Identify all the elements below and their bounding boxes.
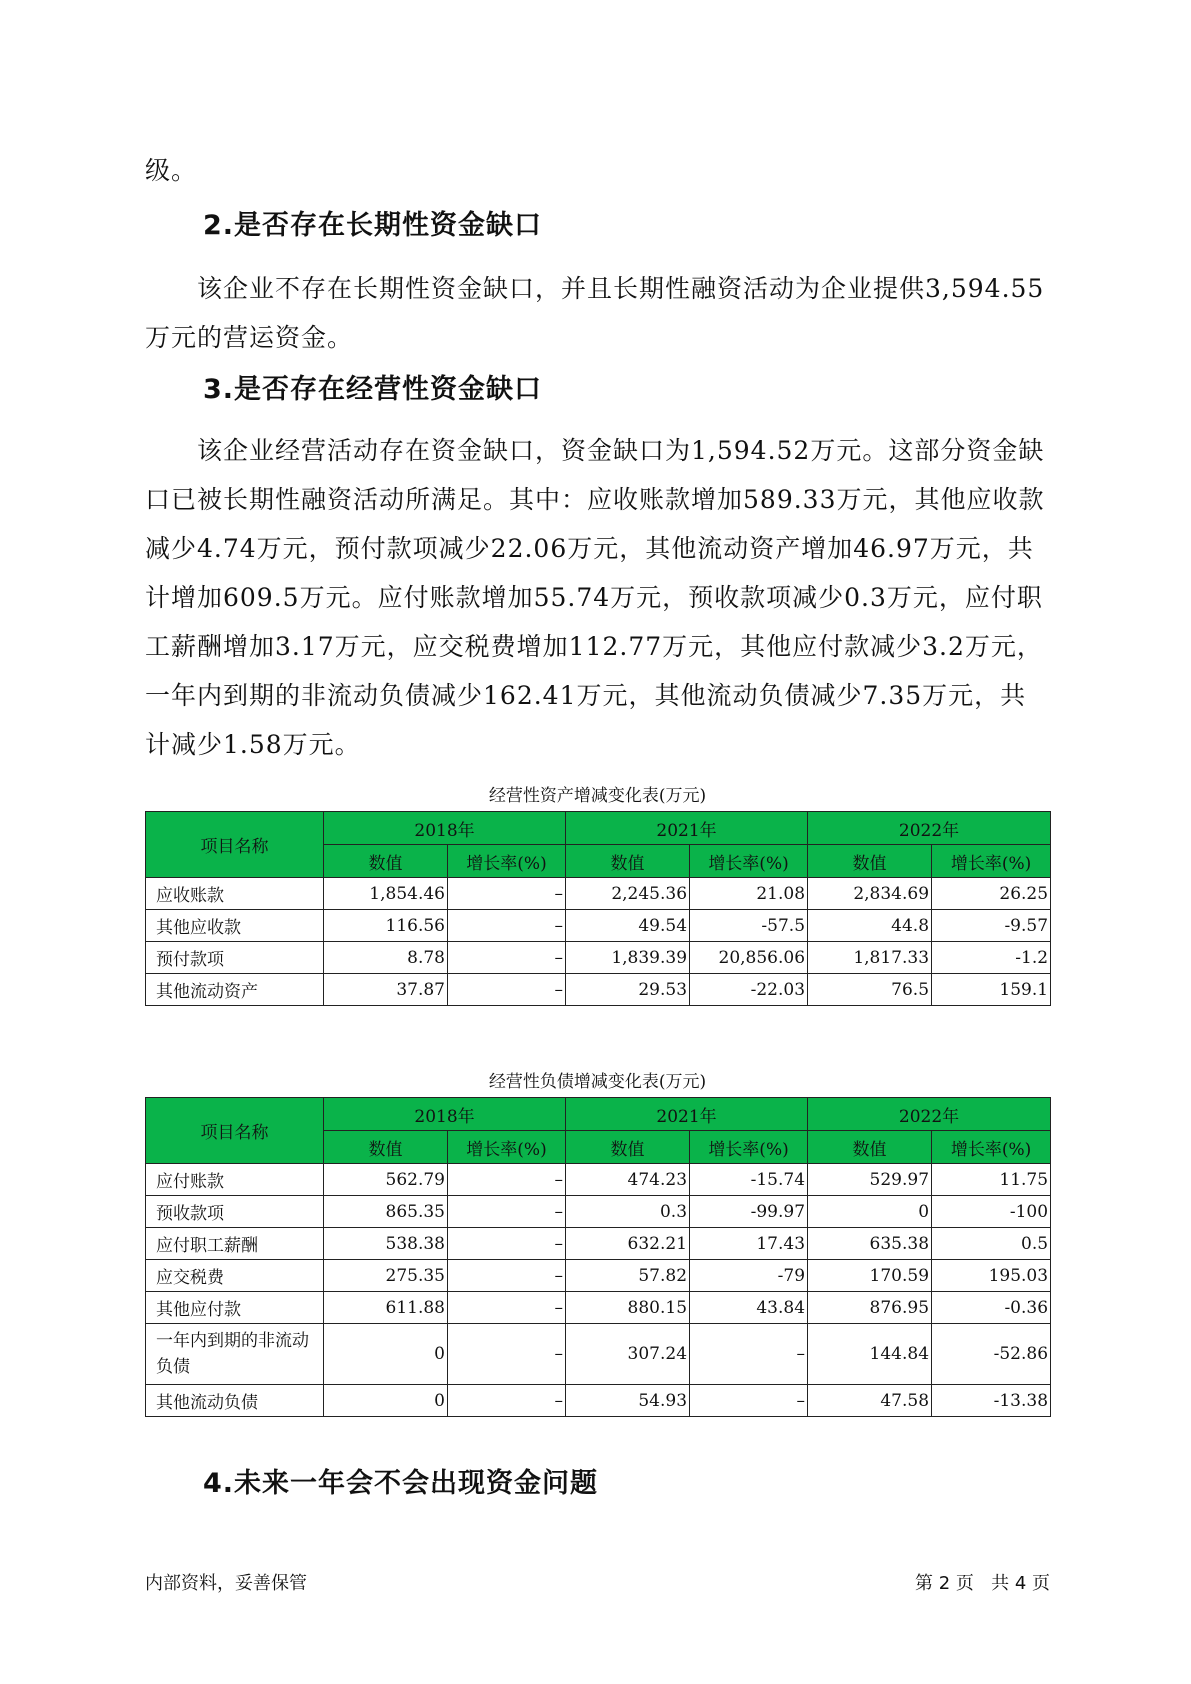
value-cell: 529.97 bbox=[808, 1164, 932, 1196]
value-cell: 0 bbox=[324, 1385, 448, 1417]
growth-cell: – bbox=[448, 1324, 566, 1385]
value-cell: 116.56 bbox=[324, 910, 448, 942]
section3-heading: 3.是否存在经营性资金缺口 bbox=[203, 374, 543, 405]
value-cell: 0 bbox=[808, 1196, 932, 1228]
table-row bbox=[146, 974, 1051, 1006]
value-cell: 635.38 bbox=[808, 1228, 932, 1260]
growth-cell: -15.74 bbox=[690, 1164, 808, 1196]
value-header: 数值 bbox=[324, 1131, 448, 1164]
row-item-name: 预付款项 bbox=[146, 942, 324, 974]
value-header: 数值 bbox=[808, 1131, 932, 1164]
value-cell: 144.84 bbox=[808, 1324, 932, 1385]
value-header: 数值 bbox=[808, 845, 932, 878]
value-header: 数值 bbox=[566, 1131, 690, 1164]
value-cell: 865.35 bbox=[324, 1196, 448, 1228]
growth-cell: 43.84 bbox=[690, 1292, 808, 1324]
value-cell: 474.23 bbox=[566, 1164, 690, 1196]
growth-cell: 17.43 bbox=[690, 1228, 808, 1260]
value-header: 数值 bbox=[324, 845, 448, 878]
growth-cell: 20,856.06 bbox=[690, 942, 808, 974]
year-header-2021: 2021年 bbox=[566, 1098, 808, 1131]
growth-cell: -52.86 bbox=[932, 1324, 1051, 1385]
value-cell: 876.95 bbox=[808, 1292, 932, 1324]
growth-cell: – bbox=[448, 942, 566, 974]
growth-cell: – bbox=[448, 1196, 566, 1228]
table-row bbox=[146, 1385, 1051, 1417]
section4-heading: 4.未来一年会不会出现资金问题 bbox=[203, 1468, 599, 1499]
table-row bbox=[146, 1324, 1051, 1385]
assets-table-caption: 经营性资产增减变化表(万元) bbox=[488, 786, 707, 806]
year-header-2018: 2018年 bbox=[324, 812, 566, 845]
growth-cell: – bbox=[448, 1164, 566, 1196]
table-row bbox=[146, 1228, 1051, 1260]
assets-table-body bbox=[146, 878, 1051, 1006]
table-row bbox=[146, 1292, 1051, 1324]
table-row bbox=[146, 942, 1051, 974]
growth-cell: – bbox=[448, 1292, 566, 1324]
row-item-name: 应交税费 bbox=[146, 1260, 324, 1292]
value-cell: 44.8 bbox=[808, 910, 932, 942]
section2-body: 该企业不存在长期性资金缺口，并且长期性融资活动为企业提供3,594.55万元的营运资金。 bbox=[145, 274, 1045, 352]
row-item-name: 一年内到期的非流动负债 bbox=[146, 1324, 324, 1385]
liabilities-table bbox=[145, 1097, 1051, 1417]
growth-header: 增长率(%) bbox=[448, 1131, 566, 1164]
value-cell: 170.59 bbox=[808, 1260, 932, 1292]
value-cell: 29.53 bbox=[566, 974, 690, 1006]
table-row bbox=[146, 910, 1051, 942]
continuation-text: 级。 bbox=[145, 156, 198, 185]
growth-header: 增长率(%) bbox=[932, 845, 1051, 878]
table-row bbox=[146, 1260, 1051, 1292]
growth-cell: 0.5 bbox=[932, 1228, 1051, 1260]
growth-cell: – bbox=[448, 1260, 566, 1292]
value-cell: 8.78 bbox=[324, 942, 448, 974]
growth-cell: – bbox=[690, 1324, 808, 1385]
year-header-2022: 2022年 bbox=[808, 812, 1051, 845]
value-cell: 1,839.39 bbox=[566, 942, 690, 974]
item-name-header: 项目名称 bbox=[146, 812, 324, 878]
row-item-name: 其他应付款 bbox=[146, 1292, 324, 1324]
row-item-name: 应付账款 bbox=[146, 1164, 324, 1196]
value-cell: 2,245.36 bbox=[566, 878, 690, 910]
value-cell: 54.93 bbox=[566, 1385, 690, 1417]
value-header: 数值 bbox=[566, 845, 690, 878]
value-cell: 2,834.69 bbox=[808, 878, 932, 910]
value-cell: 562.79 bbox=[324, 1164, 448, 1196]
row-item-name: 其他应收款 bbox=[146, 910, 324, 942]
row-item-name: 其他流动资产 bbox=[146, 974, 324, 1006]
growth-cell: – bbox=[448, 974, 566, 1006]
growth-header: 增长率(%) bbox=[690, 1131, 808, 1164]
assets-table bbox=[145, 811, 1051, 1006]
growth-cell: -22.03 bbox=[690, 974, 808, 1006]
table-row bbox=[146, 1164, 1051, 1196]
value-cell: 307.24 bbox=[566, 1324, 690, 1385]
value-cell: 275.35 bbox=[324, 1260, 448, 1292]
table-row bbox=[146, 1196, 1051, 1228]
section2-heading: 2.是否存在长期性资金缺口 bbox=[203, 210, 543, 241]
value-cell: 611.88 bbox=[324, 1292, 448, 1324]
row-item-name: 应收账款 bbox=[146, 878, 324, 910]
growth-cell: -79 bbox=[690, 1260, 808, 1292]
value-cell: 0.3 bbox=[566, 1196, 690, 1228]
footer-confidential-note: 内部资料，妥善保管 bbox=[145, 1573, 307, 1594]
growth-header: 增长率(%) bbox=[448, 845, 566, 878]
value-cell: 538.38 bbox=[324, 1228, 448, 1260]
growth-cell: 195.03 bbox=[932, 1260, 1051, 1292]
growth-cell: -57.5 bbox=[690, 910, 808, 942]
growth-cell: -99.97 bbox=[690, 1196, 808, 1228]
growth-header: 增长率(%) bbox=[932, 1131, 1051, 1164]
growth-cell: -1.2 bbox=[932, 942, 1051, 974]
row-item-name: 预收款项 bbox=[146, 1196, 324, 1228]
growth-cell: -0.36 bbox=[932, 1292, 1051, 1324]
growth-cell: – bbox=[448, 1385, 566, 1417]
value-cell: 76.5 bbox=[808, 974, 932, 1006]
growth-cell: – bbox=[448, 910, 566, 942]
year-header-2022: 2022年 bbox=[808, 1098, 1051, 1131]
growth-cell: – bbox=[448, 1228, 566, 1260]
year-header-2021: 2021年 bbox=[566, 812, 808, 845]
value-cell: 632.21 bbox=[566, 1228, 690, 1260]
growth-cell: 11.75 bbox=[932, 1164, 1051, 1196]
value-cell: 0 bbox=[324, 1324, 448, 1385]
growth-cell: -100 bbox=[932, 1196, 1051, 1228]
footer-page-number: 第 2 页 共 4 页 bbox=[915, 1573, 1050, 1594]
liabilities-table-caption: 经营性负债增减变化表(万元) bbox=[488, 1072, 707, 1092]
row-item-name: 其他流动负债 bbox=[146, 1385, 324, 1417]
growth-cell: 21.08 bbox=[690, 878, 808, 910]
section3-body: 该企业经营活动存在资金缺口，资金缺口为1,594.52万元。这部分资金缺口已被长期性融资活动所满足。其中：应收账款增加589.33万元，其他应收款减少4.74万元，预付款项减少22.06万元，其他流动资产增加46.97万元，共计增加609.5万元。应付账款增加55.74万元，预收款项减少0.3万元，应付职工薪酬增加3.17万元，应交税费增加112.77万元，其他应付款减少3.2万元，一年内到期的非流动负债减少162.41万元，其他流动负债减少7.35万元，共计减少1.58万元。 bbox=[145, 436, 1045, 759]
value-cell: 37.87 bbox=[324, 974, 448, 1006]
growth-cell: – bbox=[690, 1385, 808, 1417]
growth-cell: 26.25 bbox=[932, 878, 1051, 910]
value-cell: 47.58 bbox=[808, 1385, 932, 1417]
value-cell: 57.82 bbox=[566, 1260, 690, 1292]
growth-header: 增长率(%) bbox=[690, 845, 808, 878]
growth-cell: -13.38 bbox=[932, 1385, 1051, 1417]
item-name-header: 项目名称 bbox=[146, 1098, 324, 1164]
liabilities-table-body bbox=[146, 1164, 1051, 1417]
row-item-name: 应付职工薪酬 bbox=[146, 1228, 324, 1260]
value-cell: 1,817.33 bbox=[808, 942, 932, 974]
growth-cell: – bbox=[448, 878, 566, 910]
growth-cell: 159.1 bbox=[932, 974, 1051, 1006]
table-row bbox=[146, 878, 1051, 910]
growth-cell: -9.57 bbox=[932, 910, 1051, 942]
year-header-2018: 2018年 bbox=[324, 1098, 566, 1131]
value-cell: 49.54 bbox=[566, 910, 690, 942]
value-cell: 880.15 bbox=[566, 1292, 690, 1324]
value-cell: 1,854.46 bbox=[324, 878, 448, 910]
